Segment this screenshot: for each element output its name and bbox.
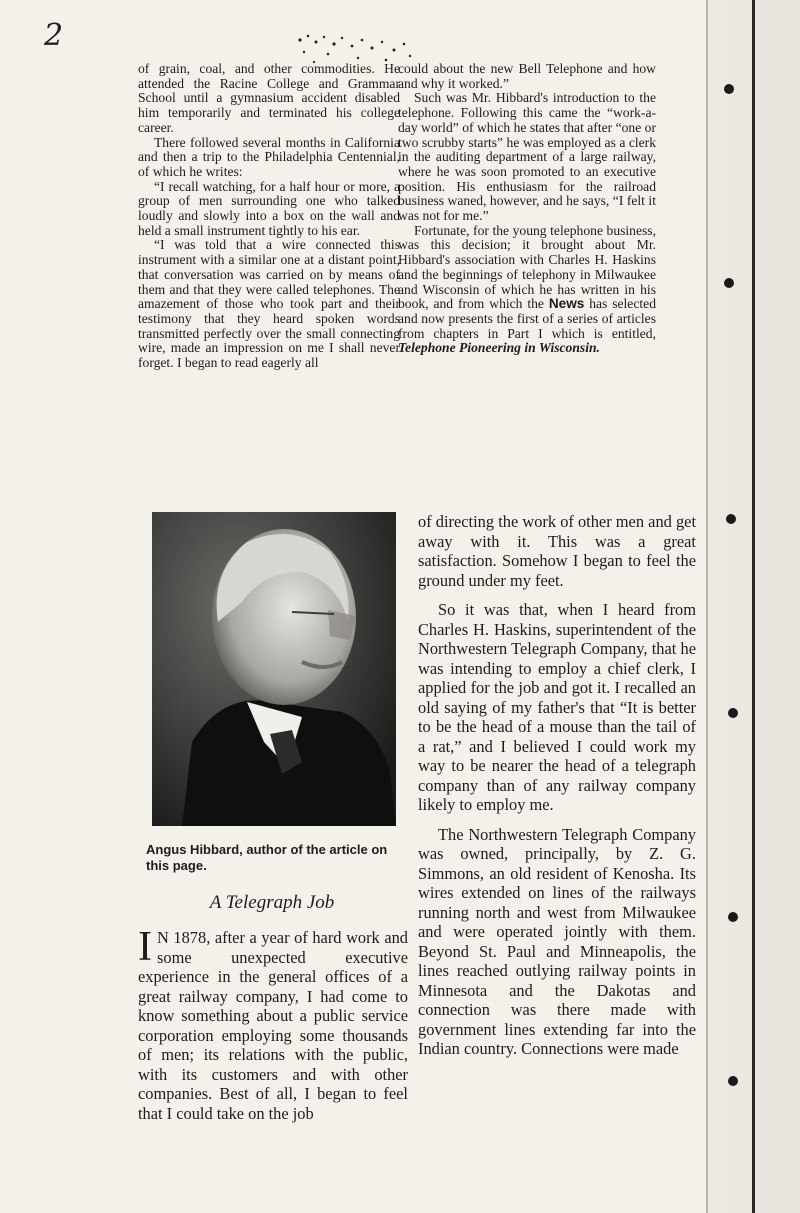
drop-cap: I [138,924,152,970]
intro-text: has selected and now presents the first of a series of articles from chapters in Part I which is entitled, [398,296,656,341]
binding-hole [724,84,734,94]
intro-paragraph: “I recall watching, for a half hour or more, a group of men surrounding one who talked loudly and slowly into a box on the wall and held a small instrument tightly to his ear. [138,178,400,238]
article-paragraph: of directing the work of other men and get away with it. This was a great satisfaction. Somehow I began to feel the ground under my feet. [418,512,696,590]
intro-paragraph: Such was Mr. Hibbard's introduction to the telephone. Following this came the “work-a-day world” of which he states that after “one or two scrubby starts” he was employed as a clerk in the auditing department of a large railway, where he was soon promoted to an executive position. His enthusiasm for the railroad business waned, however, and he says, “I felt it was not for me.” [398,90,656,224]
page-number: 2 [44,18,64,53]
portrait-photo [152,512,396,826]
binding-hole [726,514,736,524]
news-name: News [548,296,585,312]
article-paragraph: The Northwestern Telegraph Company was owned, principally, by Z. G. Simmons, an old resident of Kenosha. Its wires extended on lines of the railways running north and west from Milwaukee and were operated jointly with them. Beyond St. Paul and Minneapolis, the lines reached outlying railway points in Minnesota and the Dakotas and connection was there made with government lines extending far into the Indian country. Connections were made [418,824,696,1058]
article-paragraph [138,924,408,1123]
section-title: A Telegraph Job [209,892,335,913]
intro-text: Fortunate, for the young telephone business, was this decision; it brought about Mr. Hibbard's association with Charles H. Haskins and the beginnings of telephony in Milwaukee and Wisconsin of which he has written in his book, and from which the [398,222,656,312]
article-column-right [418,512,696,1069]
article-column-left [138,924,408,1133]
article-text: N 1878, after a year of hard work and some unexpected executive experience in the general offices of a great railway company, I had come to know something about a public service corporation employing some thousands of men; its relations with the public, with its customers and with other companies. Best of all, I began to feel that I could take on the job [138,928,408,1123]
binding-rule [752,0,755,1213]
binding-hole [728,1076,738,1086]
intro-paragraph: of grain, coal, and other commodities. He attended the Racine College and Grammar School until a gymnasium accident disabled him temporarily and terminated his college career. [138,61,400,135]
binding-hole [728,708,738,718]
page-binding-edge [706,0,800,1213]
photo-caption: Angus Hibbard, author of the article on this page. [146,842,388,873]
intro-column-right [398,62,656,356]
book-title: Telephone Pioneering in Wisconsin. [398,340,600,356]
intro-paragraph [398,224,656,356]
article-paragraph: So it was that, when I heard from Charles H. Haskins, superintendent of the Northwestern Telegraph Company, that he was intending to employ a chief clerk, I applied for the job and got it. I recalled an old saying of my father's that “It is better to be the head of a mouse than the tail of a rat,” and I believed I could work my way to be nearer the head of a telegraph company than of any railway company likely to employ me. [418,600,696,814]
intro-column-left [138,62,400,371]
intro-paragraph: could about the new Bell Telephone and how and why it worked.” [398,61,656,91]
binding-hole [724,278,734,288]
intro-paragraph: “I was told that a wire connected this instrument with a similar one at a distant point, that conversation was carried on by means of them and that they were called telephones. The amazement of those who took part and their testimony that they heard spoken words transmitted perfectly over the small connecting wire, made an impression on me I shall never forget. I began to read eagerly all [138,237,400,371]
intro-paragraph: There followed several months in California and then a trip to the Philadelphia Centennial, of which he writes: [138,134,400,179]
binding-hole [728,912,738,922]
